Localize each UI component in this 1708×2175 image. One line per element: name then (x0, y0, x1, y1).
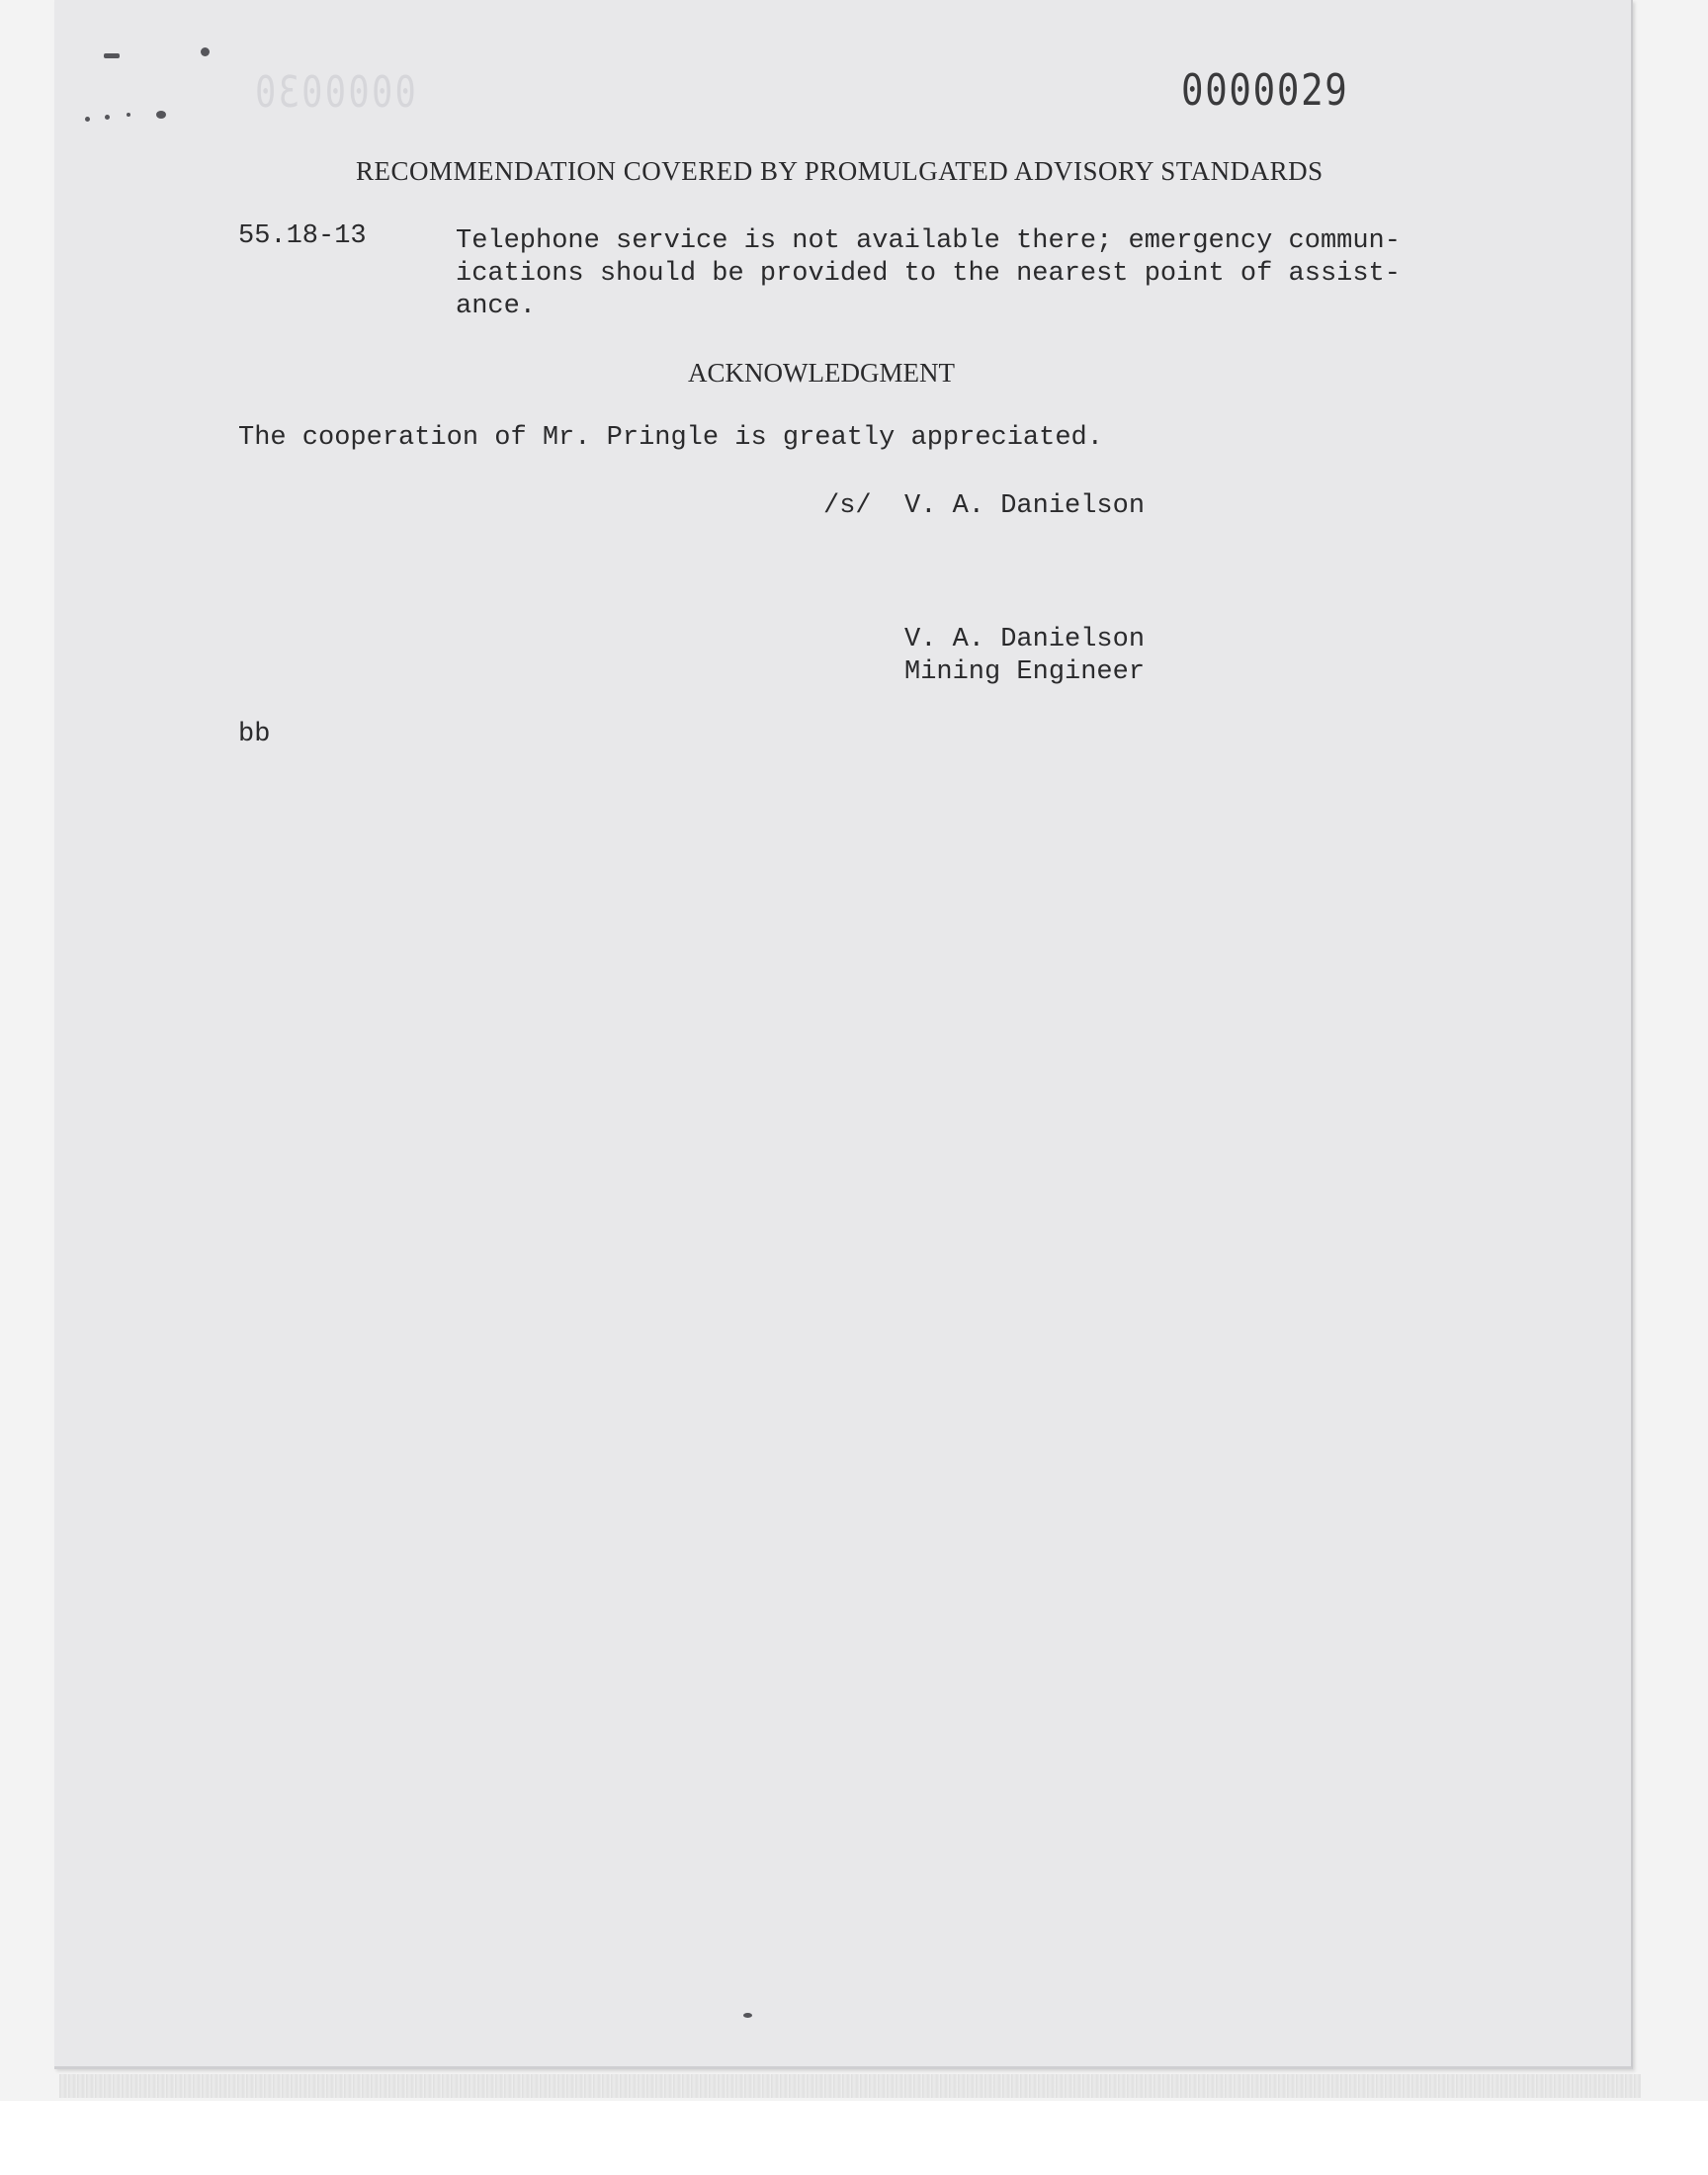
recommendation-line: ications should be provided to the nearest point of assist- (456, 259, 1401, 289)
scan-speck (104, 53, 120, 58)
scan-speck (105, 115, 110, 120)
bleed-through-number: 0000030 (252, 67, 416, 118)
scan-speck (85, 117, 90, 122)
signed-name: V. A. Danielson (904, 491, 1146, 521)
recommendation-line: Telephone service is not available there; emergency commun- (456, 226, 1401, 256)
recommendation-text (456, 225, 1401, 323)
scan-edge-streaks (59, 2074, 1641, 2098)
signatory-name: V. A. Danielson (904, 625, 1146, 654)
acknowledgment-text: The cooperation of Mr. Pringle is greatly appreciated. (238, 423, 1103, 453)
recommendation-code: 55.18-13 (238, 221, 367, 251)
recommendation-line: ance. (456, 292, 537, 321)
scan-speck (127, 113, 130, 117)
section-heading: RECOMMENDATION COVERED BY PROMULGATED ADVISORY STANDARDS (356, 156, 1324, 186)
typist-initials: bb (238, 720, 271, 749)
page-number: 0000029 (1181, 65, 1349, 116)
signatory-title: Mining Engineer (904, 657, 1146, 687)
scan-speck (156, 111, 166, 119)
signature-mark: /s/ (823, 491, 872, 521)
acknowledgment-heading: ACKNOWLEDGMENT (688, 358, 955, 388)
scan-speck (743, 2013, 752, 2018)
scan-speck (201, 47, 210, 56)
